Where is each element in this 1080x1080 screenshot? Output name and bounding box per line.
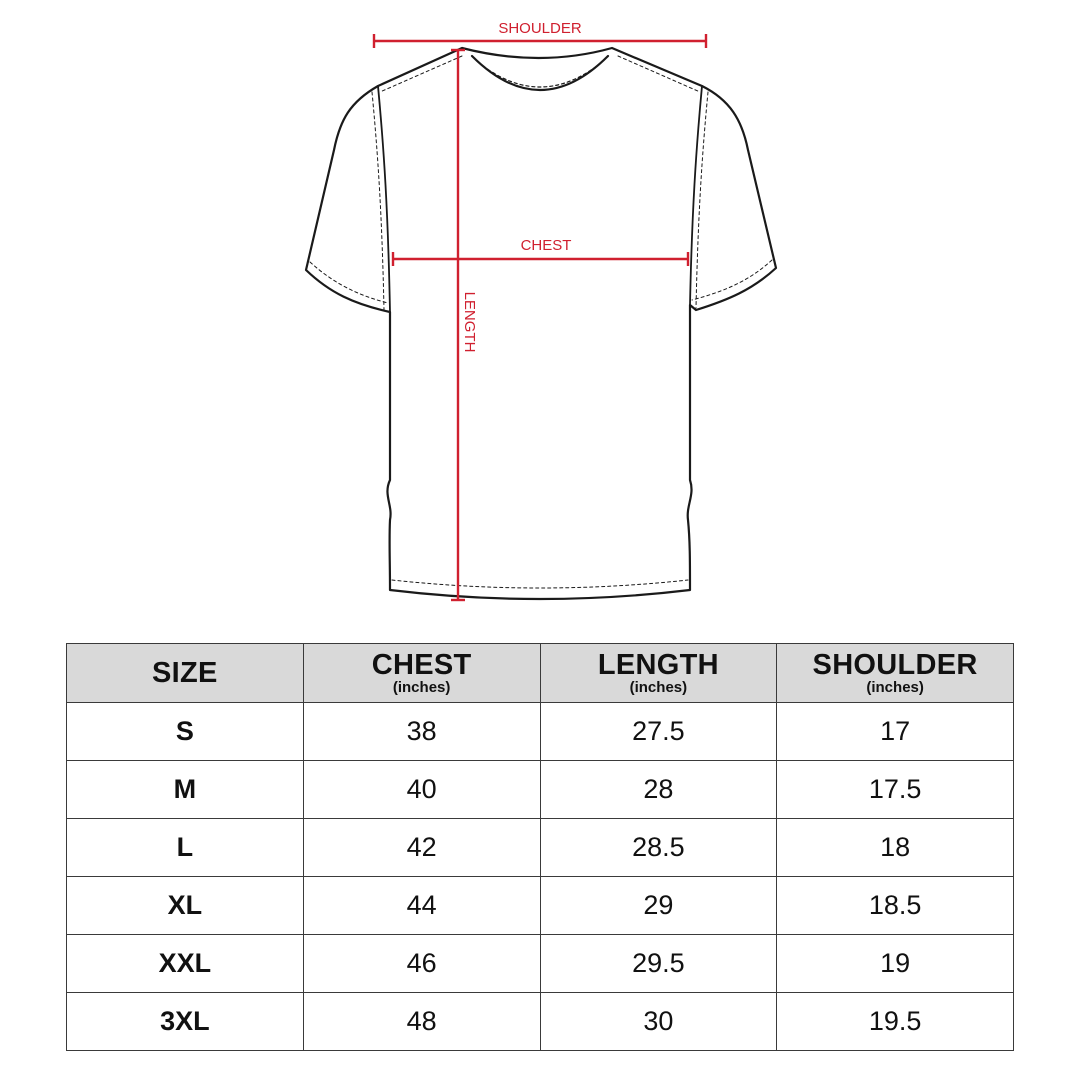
length-cell: 28.5	[540, 819, 777, 877]
table-row	[67, 877, 1014, 935]
chest-cell: 40	[303, 761, 540, 819]
table-row	[67, 819, 1014, 877]
header-length-title: LENGTH	[597, 648, 719, 681]
header-shoulder-unit: (inches)	[866, 678, 924, 696]
chest-cell: 46	[303, 935, 540, 993]
table-row	[67, 761, 1014, 819]
size-cell: L	[67, 819, 304, 877]
shoulder-cell: 17	[777, 703, 1014, 761]
header-length	[540, 644, 777, 703]
size-cell: XXL	[67, 935, 304, 993]
length-cell: 28	[540, 761, 777, 819]
header-shoulder	[777, 644, 1014, 703]
shoulder-label: SHOULDER	[498, 20, 582, 37]
header-size	[67, 644, 304, 703]
header-size-title: SIZE	[152, 657, 218, 689]
header-shoulder-title: SHOULDER	[812, 648, 978, 681]
shoulder-cell: 19.5	[777, 993, 1014, 1051]
table-header-row	[67, 644, 1014, 703]
length-label: LENGTH	[461, 291, 478, 353]
length-cell: 29.5	[540, 935, 777, 993]
header-chest	[303, 644, 540, 703]
shoulder-cell: 19	[777, 935, 1014, 993]
table-row	[67, 935, 1014, 993]
chest-cell: 48	[303, 993, 540, 1051]
length-cell: 29	[540, 877, 777, 935]
size-chart-table	[66, 643, 1014, 1051]
chest-cell: 38	[303, 703, 540, 761]
shoulder-cell: 17.5	[777, 761, 1014, 819]
chest-cell: 42	[303, 819, 540, 877]
size-cell: S	[67, 703, 304, 761]
chest-label: CHEST	[520, 237, 572, 254]
table-row	[67, 703, 1014, 761]
header-chest-unit: (inches)	[392, 678, 451, 696]
header-chest-title: CHEST	[371, 648, 472, 681]
chest-cell: 44	[303, 877, 540, 935]
table-row	[67, 993, 1014, 1051]
size-cell: M	[67, 761, 304, 819]
shoulder-cell: 18.5	[777, 877, 1014, 935]
header-length-unit: (inches)	[629, 678, 688, 696]
size-cell: XL	[67, 877, 304, 935]
length-cell: 27.5	[540, 703, 777, 761]
size-cell: 3XL	[67, 993, 304, 1051]
tshirt-outline-icon	[306, 48, 776, 599]
shoulder-cell: 18	[777, 819, 1014, 877]
length-cell: 30	[540, 993, 777, 1051]
